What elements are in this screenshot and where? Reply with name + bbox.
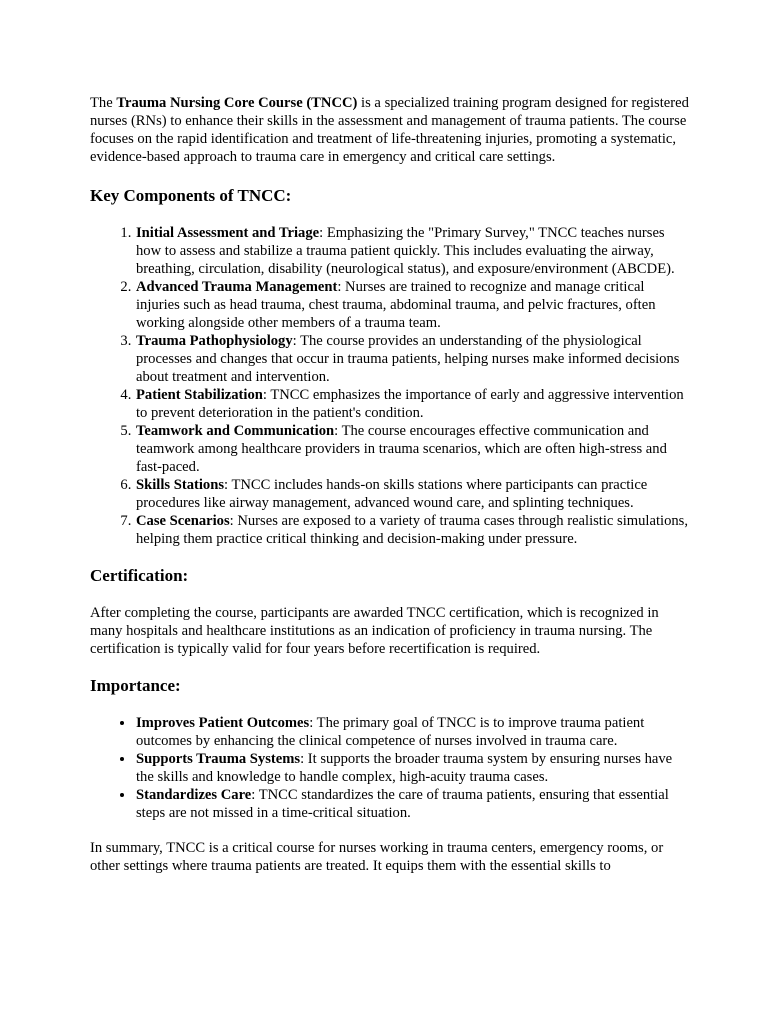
key-components-heading: Key Components of TNCC: — [90, 186, 292, 205]
list-item-title: Case Scenarios — [136, 513, 230, 529]
list-item — [135, 386, 690, 422]
list-item-title: Improves Patient Outcomes — [136, 715, 310, 731]
list-item-text: : Nurses are trained to recognize and manage critical injuries such as head trauma, chest trauma, abdominal trauma, and pelvic fractures, often working alongside other members of a trauma team. — [136, 279, 656, 331]
list-item-text: : Emphasizing the "Primary Survey," TNCC teaches nurses how to assess and stabilize a trauma patient quickly. This includes evaluating the airway, breathing, circulation, disability (neurological status), and exposure/environment (ABCDE). — [136, 225, 675, 277]
intro-text: is a specialized training program designed for registered nurses (RNs) to enhance their skills in the assessment and management of trauma patients. The course focuses on the rapid identification and treatment of life-threatening injuries, promoting a systematic, evidence-based approach to trauma care in emergency and critical care settings. — [90, 95, 689, 165]
importance-heading: Importance: — [90, 676, 181, 695]
certification-heading: Certification: — [90, 566, 189, 585]
intro-paragraph — [90, 94, 690, 166]
document-page — [90, 94, 690, 875]
list-item — [135, 278, 690, 332]
list-item-text: : Nurses are exposed to a variety of trauma cases through realistic simulations, helping them practice critical thinking and decision-making under pressure. — [136, 513, 688, 547]
summary-paragraph: In summary, TNCC is a critical course for nurses working in trauma centers, emergency rooms, or other settings where trauma patients are treated. It equips them with the essential skills to — [90, 840, 664, 874]
list-item-text: : The course provides an understanding of the physiological processes and changes that occur in trauma patients, helping nurses make informed decisions about treatment and intervention. — [136, 333, 680, 385]
key-components-list — [90, 224, 690, 548]
list-item-text: : TNCC emphasizes the importance of early and aggressive intervention to prevent deterioration in the patient's condition. — [136, 387, 684, 421]
list-item-text: : TNCC includes hands-on skills stations where participants can practice procedures like airway management, advanced wound care, and splinting techniques. — [136, 477, 648, 511]
intro-prefix: The — [90, 95, 117, 111]
list-item — [135, 476, 690, 512]
list-item — [135, 224, 690, 278]
list-item — [135, 786, 690, 822]
list-item-text: : The primary goal of TNCC is to improve trauma patient outcomes by enhancing the clinical competence of nurses involved in trauma care. — [136, 715, 645, 749]
list-item — [135, 512, 690, 548]
list-item — [135, 714, 690, 750]
list-item-title: Supports Trauma Systems — [136, 751, 301, 767]
list-item — [135, 332, 690, 386]
list-item-title: Patient Stabilization — [136, 387, 263, 403]
list-item-text: : It supports the broader trauma system by ensuring nurses have the skills and knowledge to handle complex, high-acuity trauma cases. — [136, 751, 673, 785]
importance-list — [90, 714, 690, 822]
list-item-title: Advanced Trauma Management — [136, 279, 338, 295]
list-item-title: Standardizes Care — [136, 787, 252, 803]
certification-paragraph: After completing the course, participants are awarded TNCC certification, which is recognized in many hospitals and healthcare institutions as an indication of proficiency in trauma nursing. The certification is typically valid for four years before recertification is required. — [90, 605, 659, 657]
list-item-text: : TNCC standardizes the care of trauma patients, ensuring that essential steps are not missed in a time-critical situation. — [136, 787, 669, 821]
list-item-title: Initial Assessment and Triage — [136, 225, 320, 241]
list-item-title: Teamwork and Communication — [136, 423, 335, 439]
intro-course-name: Trauma Nursing Core Course (TNCC) — [116, 95, 358, 111]
list-item — [135, 422, 690, 476]
list-item-title: Skills Stations — [136, 477, 225, 493]
list-item-text: : The course encourages effective communication and teamwork among healthcare providers in trauma scenarios, which are often high-stress and fast-paced. — [136, 423, 667, 475]
list-item — [135, 750, 690, 786]
list-item-title: Trauma Pathophysiology — [136, 333, 293, 349]
